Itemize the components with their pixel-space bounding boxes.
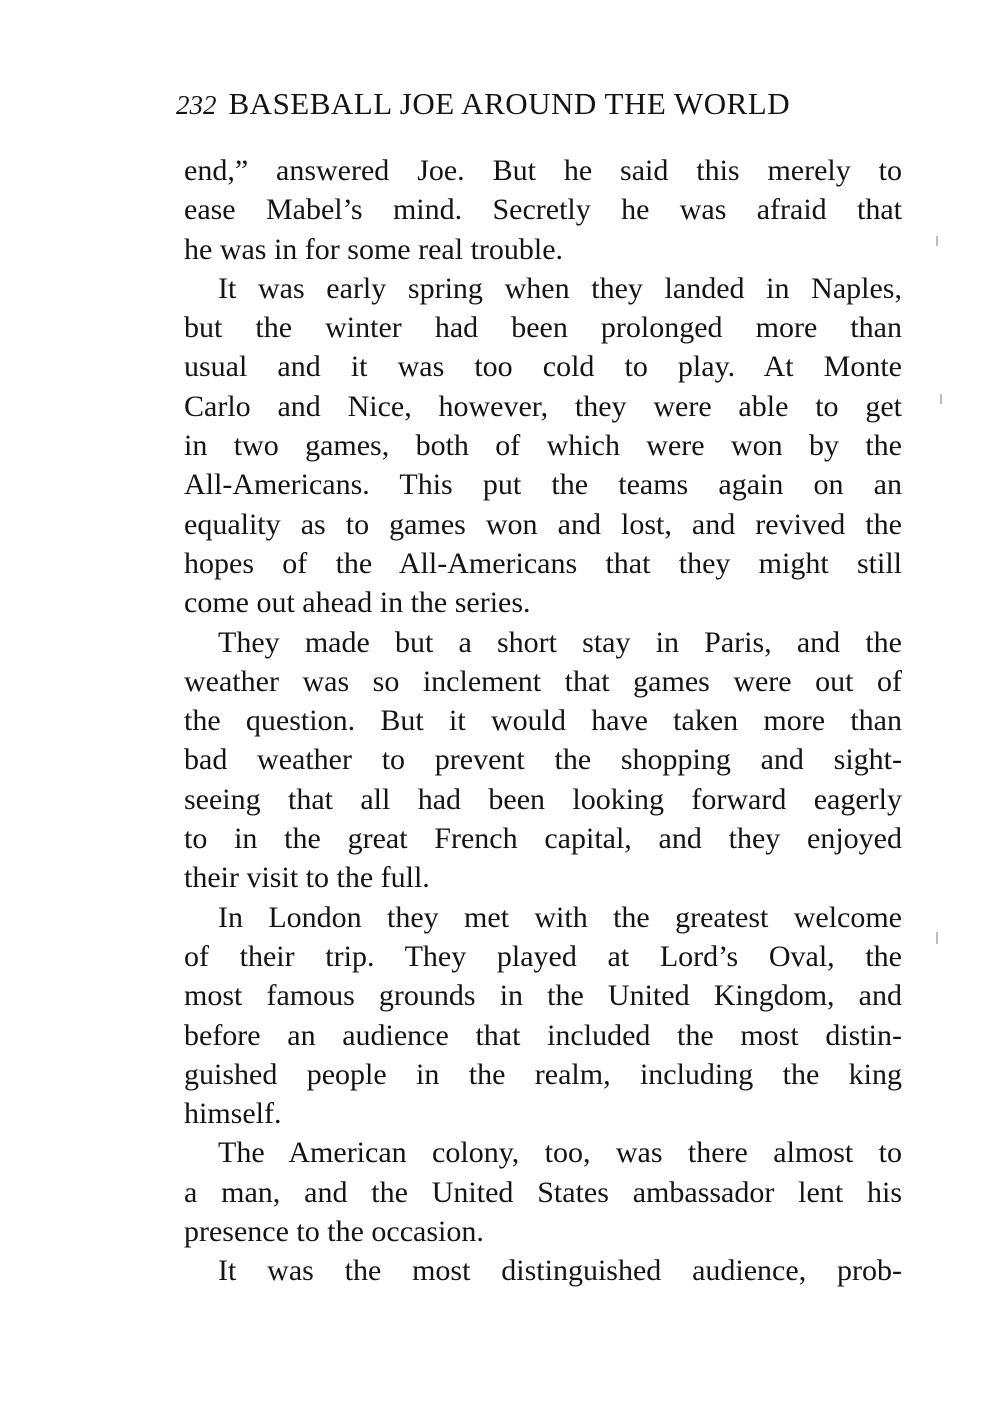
text-line: Carlo and Nice, however, they were able to get	[184, 389, 902, 423]
text-line: to in the great French capital, and they enjoyed	[184, 822, 902, 856]
paragraph-first-line: The American colony, too, was there almost to	[218, 1136, 902, 1170]
running-title: BASEBALL JOE AROUND THE WORLD	[228, 86, 791, 121]
text-line: guished people in the realm, including the king	[184, 1057, 902, 1091]
text-line: usual and it was too cold to play. At Monte	[184, 350, 902, 384]
text-line: of their trip. They played at Lord’s Oval, the	[184, 939, 902, 973]
text-line: their visit to the full.	[184, 861, 430, 895]
text-line: the question. But it would have taken more than	[184, 704, 902, 738]
text-line: ease Mabel’s mind. Secretly he was afraid that	[184, 193, 902, 227]
text-line: himself.	[184, 1097, 282, 1131]
text-line: hopes of the All-Americans that they might still	[184, 546, 902, 580]
text-line: weather was so inclement that games were out of	[184, 664, 902, 698]
text-line: before an audience that included the most distin-	[184, 1018, 902, 1052]
text-line: in two games, both of which were won by the	[184, 429, 902, 463]
text-line: bad weather to prevent the shopping and sight-	[184, 743, 902, 777]
scan-speck	[936, 236, 938, 246]
text-line: a man, and the United States ambassador lent his	[184, 1175, 902, 1209]
text-line: All-Americans. This put the teams again on an	[184, 468, 902, 502]
text-line: he was in for some real trouble.	[184, 232, 564, 266]
text-line: seeing that all had been looking forward eagerly	[184, 782, 902, 816]
body-text	[184, 151, 902, 1291]
text-line: end,” answered Joe. But he said this merely to	[184, 154, 902, 187]
page-number: 232	[176, 90, 217, 120]
scan-speck	[936, 932, 938, 944]
text-line: presence to the occasion.	[184, 1215, 484, 1249]
paragraph-first-line: It was early spring when they landed in Naples,	[218, 271, 902, 305]
text-line: but the winter had been prolonged more than	[184, 311, 902, 345]
scan-speck	[940, 394, 942, 404]
running-head	[176, 84, 916, 125]
paragraph-first-line: In London they met with the greatest welcome	[218, 900, 902, 934]
text-line: most famous grounds in the United Kingdom, and	[184, 979, 902, 1013]
text-line: come out ahead in the series.	[184, 586, 531, 620]
text-line: equality as to games won and lost, and revived the	[184, 507, 902, 541]
paragraph-first-line: It was the most distinguished audience, prob-	[218, 1254, 902, 1288]
paragraph-first-line: They made but a short stay in Paris, and the	[218, 625, 902, 659]
